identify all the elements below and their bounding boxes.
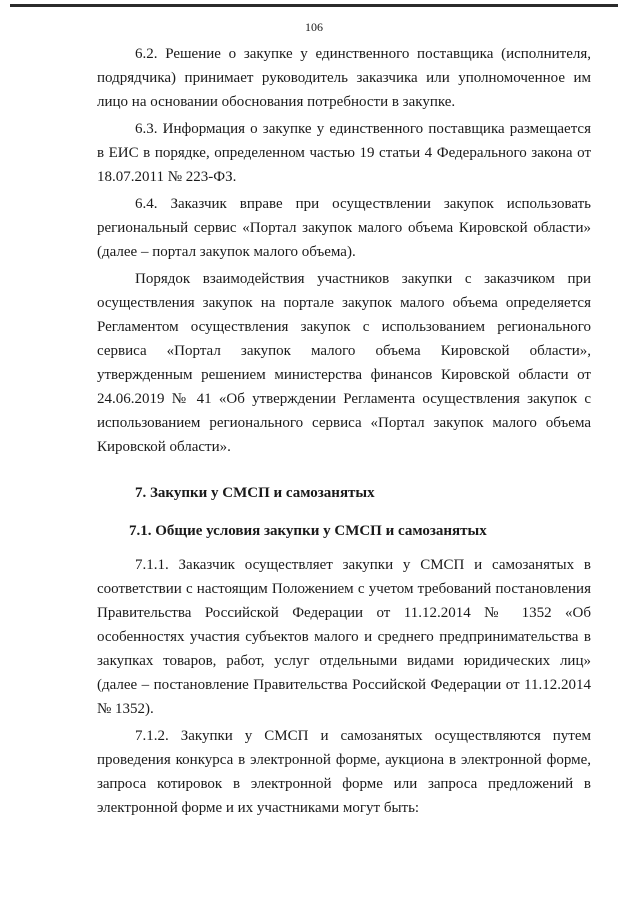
paragraph-7-1-1: 7.1.1. Заказчик осуществляет закупки у СМСП и самозанятых в соответствии с настоящим Положением с учетом требований постановления Правительства Российской Федерации от 11.12.2014 № 1352 «Об особенностях участия субъектов малого и среднего предпринимательства в закупках товаров, работ, услуг отдельными видами юридических лиц» (далее – постановление Правительства Российской Федерации от 11.12.2014 № 1352). [97,557,591,717]
section-heading-7: 7. Закупки у СМСП и самозанятых [135,485,375,501]
subsection-heading-7-1: 7.1. Общие условия закупки у СМСП и самозанятых [129,523,487,539]
document-body [97,42,591,820]
page-number: 106 [305,20,323,34]
paragraph-interaction-order: Порядок взаимодействия участников закупки с заказчиком при осуществления закупок на портале закупок малого объема определяется Регламентом осуществления закупок с использованием регионального сервиса «Портал закупок малого объема Кировской области», утвержденным решением министерства финансов Кировской области от 24.06.2019 № 41 «Об утверждении Регламента осуществления закупок с использованием регионального сервиса «Портал закупок малого объема Кировской области». [97,271,591,455]
paragraph-6-4: 6.4. Заказчик вправе при осуществлении закупок использовать региональный сервис «Портал закупок малого объема Кировской области» (далее – портал закупок малого объема). [97,196,591,260]
paragraph-6-2: 6.2. Решение о закупке у единственного поставщика (исполнителя, подрядчика) принимает руководитель заказчика или уполномоченное им лицо на основании обоснования потребности в закупке. [97,46,591,110]
top-scan-border [10,4,618,7]
paragraph-7-1-2: 7.1.2. Закупки у СМСП и самозанятых осуществляются путем проведения конкурса в электронной форме, аукциона в электронной форме, запроса котировок в электронной форме или запроса предложений в электронной форме и их участниками могут быть: [97,728,591,816]
paragraph-6-3: 6.3. Информация о закупке у единственного поставщика размещается в ЕИС в порядке, определенном частью 19 статьи 4 Федерального закона от 18.07.2011 № 223-ФЗ. [97,121,591,185]
